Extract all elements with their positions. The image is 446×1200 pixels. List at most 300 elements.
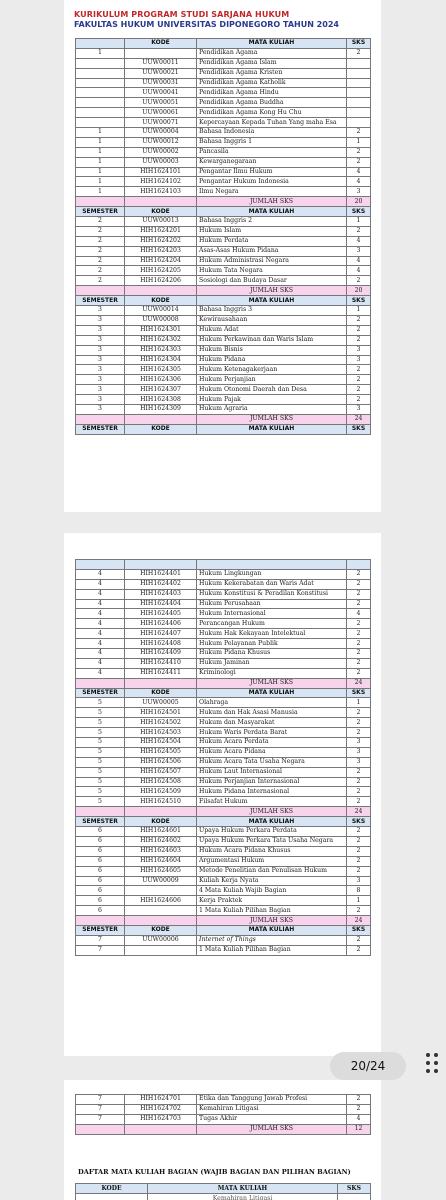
sks-cell: 3 (347, 757, 371, 767)
course-name-cell: Hukum Bisnis (197, 345, 347, 355)
sks-cell: 4 (347, 236, 371, 246)
semester-cell: 1 (76, 177, 125, 187)
total-sks-row (76, 678, 371, 688)
semester-cell: 6 (76, 906, 125, 916)
course-row (76, 217, 371, 227)
course-row (76, 246, 371, 256)
sks-cell: 2 (347, 777, 371, 787)
total-sks-label: JUMLAH SKS (197, 286, 347, 296)
semester-cell: 5 (76, 708, 125, 718)
kode-cell: HIH1624408 (125, 639, 197, 649)
course-row (76, 639, 371, 649)
header-mata-kuliah: MATA KULIAH (197, 296, 347, 306)
course-row (76, 708, 371, 718)
sks-cell (347, 78, 371, 88)
daftar-header-sks: SKS (338, 1184, 371, 1194)
sks-cell (347, 68, 371, 78)
sks-cell: 2 (347, 856, 371, 866)
blank-cell (197, 560, 347, 570)
kode-cell (125, 945, 197, 955)
semester-cell: 7 (76, 1095, 125, 1105)
sks-cell: 3 (347, 747, 371, 757)
course-name-cell: Hukum Perjanjian Internasional (197, 777, 347, 787)
kode-cell: UUW00013 (125, 217, 197, 227)
sks-cell: 2 (347, 569, 371, 579)
document-page-2 (64, 533, 381, 1056)
semester-cell: 1 (76, 48, 125, 58)
sks-cell: 2 (347, 767, 371, 777)
sks-cell: 2 (347, 827, 371, 837)
sks-cell: 2 (347, 787, 371, 797)
course-row (76, 306, 371, 316)
total-spacer (125, 414, 197, 424)
course-name-cell: Internet of Things (197, 935, 347, 945)
kode-cell (125, 906, 197, 916)
kode-cell: HIH1624103 (125, 187, 197, 197)
semester-cell: 5 (76, 747, 125, 757)
header-semester: SEMESTER (76, 207, 125, 217)
sks-cell: 2 (347, 1095, 371, 1105)
course-row (76, 599, 371, 609)
kode-cell: HIH1624409 (125, 649, 197, 659)
kode-cell: HIH1624407 (125, 629, 197, 639)
sks-cell: 1 (347, 217, 371, 227)
course-row (76, 315, 371, 325)
sks-cell (347, 118, 371, 128)
course-row (76, 846, 371, 856)
course-row (76, 906, 371, 916)
course-name-cell: Upaya Hukum Perkara Perdata (197, 827, 347, 837)
course-row (76, 1104, 371, 1114)
semester-cell: 4 (76, 579, 125, 589)
semester-cell: 6 (76, 836, 125, 846)
kode-cell: HIH1624701 (125, 1095, 197, 1105)
table-header-row (76, 424, 371, 434)
course-row (76, 375, 371, 385)
daftar-partial-cell: Kemahiran Litigasi (148, 1194, 338, 1200)
semester-cell: 5 (76, 698, 125, 708)
semester-cell: 5 (76, 757, 125, 767)
course-name-cell: 4 Mata Kuliah Wajib Bagian (197, 886, 347, 896)
sks-cell: 4 (347, 609, 371, 619)
course-name-cell: Hukum Acara Pidana (197, 747, 347, 757)
course-row (76, 365, 371, 375)
table-header-row (76, 39, 371, 49)
course-row (76, 589, 371, 599)
sks-cell: 2 (347, 639, 371, 649)
course-row (76, 118, 371, 128)
kode-cell: HIH1624504 (125, 738, 197, 748)
course-name-cell: Hukum Agraria (197, 404, 347, 414)
course-name-cell: Argumentasi Hukum (197, 856, 347, 866)
semester-cell: 1 (76, 157, 125, 167)
header-mata-kuliah: MATA KULIAH (197, 39, 347, 49)
course-row (76, 236, 371, 246)
kode-cell: HIH1624506 (125, 757, 197, 767)
header-semester: SEMESTER (76, 817, 125, 827)
kode-cell: HIH1624702 (125, 1104, 197, 1114)
course-name-cell: Etika dan Tanggung Jawab Profesi (197, 1095, 347, 1105)
semester-cell: 3 (76, 315, 125, 325)
semester-cell: 2 (76, 256, 125, 266)
course-row (76, 48, 371, 58)
semester-cell: 7 (76, 1104, 125, 1114)
course-name-cell: Hukum Pajak (197, 395, 347, 405)
table-header-row (76, 688, 371, 698)
semester-cell: 3 (76, 345, 125, 355)
sks-cell: 3 (347, 187, 371, 197)
course-row (76, 1114, 371, 1124)
course-name-cell: Hukum Perkawinan dan Waris Islam (197, 335, 347, 345)
sks-cell: 4 (347, 177, 371, 187)
daftar-table (75, 1183, 371, 1200)
sks-cell: 2 (347, 315, 371, 325)
kode-cell: HIH1624302 (125, 335, 197, 345)
total-spacer (125, 286, 197, 296)
semester-cell: 4 (76, 599, 125, 609)
kode-cell: HIH1624101 (125, 167, 197, 177)
sks-cell: 3 (347, 738, 371, 748)
total-spacer (125, 678, 197, 688)
course-row (76, 738, 371, 748)
total-sks-label: JUMLAH SKS (197, 414, 347, 424)
course-name-cell: Hukum Adat (197, 325, 347, 335)
total-spacer (125, 197, 197, 207)
course-name-cell: Kepercayaan Kepada Tuhan Yang maha Esa (197, 118, 347, 128)
sks-cell: 1 (347, 137, 371, 147)
sks-cell: 2 (347, 866, 371, 876)
sks-cell: 2 (347, 708, 371, 718)
course-row (76, 355, 371, 365)
kode-cell: HIH1624410 (125, 658, 197, 668)
semester-cell: 4 (76, 609, 125, 619)
daftar-header-kode: KODE (76, 1184, 148, 1194)
course-name-cell: Hukum Pidana Internasional (197, 787, 347, 797)
course-name-cell: Hukum Lingkungan (197, 569, 347, 579)
course-row (76, 78, 371, 88)
kode-cell: UUW00061 (125, 108, 197, 118)
course-name-cell: Pengantar Ilmu Hukum (197, 167, 347, 177)
kode-cell: UUW00009 (125, 876, 197, 886)
kode-cell: HIH1624404 (125, 599, 197, 609)
header-sks: SKS (347, 424, 371, 434)
header-mata-kuliah: MATA KULIAH (197, 207, 347, 217)
daftar-header-row (76, 1184, 371, 1194)
daftar-title: DAFTAR MATA KULIAH BAGIAN (WAJIB BAGIAN DAN PILIHAN BAGIAN) (78, 1168, 351, 1176)
semester-cell: 1 (76, 128, 125, 138)
course-row (76, 147, 371, 157)
course-row (76, 747, 371, 757)
course-row (76, 935, 371, 945)
header-mata-kuliah: MATA KULIAH (197, 424, 347, 434)
kode-cell: UUW00008 (125, 315, 197, 325)
sks-cell: 2 (347, 935, 371, 945)
header-kode: KODE (125, 688, 197, 698)
table-header-row (76, 296, 371, 306)
kode-cell: UUW00011 (125, 58, 197, 68)
kode-cell: UUW00012 (125, 137, 197, 147)
sks-cell: 2 (347, 226, 371, 236)
course-name-cell: Hukum Otonomi Daerah dan Desa (197, 385, 347, 395)
course-name-cell: Hukum Acara Tata Usaha Negara (197, 757, 347, 767)
total-sks-value: 20 (347, 197, 371, 207)
kode-cell: UUW00002 (125, 147, 197, 157)
blank-cell (76, 560, 125, 570)
course-row (76, 167, 371, 177)
kode-cell: HIH1624403 (125, 589, 197, 599)
semester-cell: 3 (76, 375, 125, 385)
sks-cell: 2 (347, 619, 371, 629)
kode-cell: HIH1624201 (125, 226, 197, 236)
header-semester: SEMESTER (76, 688, 125, 698)
semester-cell: 3 (76, 306, 125, 316)
total-spacer (76, 286, 125, 296)
header-sks: SKS (347, 207, 371, 217)
total-sks-row (76, 916, 371, 926)
course-name-cell: Hukum Pidana (197, 355, 347, 365)
course-row (76, 866, 371, 876)
total-sks-label: JUMLAH SKS (197, 916, 347, 926)
header-sks: SKS (347, 817, 371, 827)
course-name-cell: Hukum Kekerabatan dan Waris Adat (197, 579, 347, 589)
course-name-cell: Hukum Waris Perdata Barat (197, 728, 347, 738)
total-sks-row (76, 807, 371, 817)
course-row (76, 226, 371, 236)
table-header-row (76, 817, 371, 827)
sks-cell: 2 (347, 836, 371, 846)
kode-cell (125, 48, 197, 58)
header-kode: KODE (125, 424, 197, 434)
document-page-1 (64, 0, 381, 512)
document-subtitle: FAKULTAS HUKUM UNIVERSITAS DIPONEGORO TAHUN 2024 (74, 20, 339, 29)
sks-cell: 2 (347, 649, 371, 659)
semester-cell (76, 78, 125, 88)
semester-cell (76, 68, 125, 78)
course-name-cell: Kuliah Kerja Nyata (197, 876, 347, 886)
course-row (76, 88, 371, 98)
course-name-cell: Upaya Hukum Perkara Tata Usaha Negara (197, 836, 347, 846)
course-name-cell: Hukum Pidana Khusus (197, 649, 347, 659)
sks-cell: 2 (347, 375, 371, 385)
course-row (76, 58, 371, 68)
course-name-cell: Metode Penelitian dan Penulisan Hukum (197, 866, 347, 876)
sks-cell: 4 (347, 256, 371, 266)
sks-cell: 1 (347, 306, 371, 316)
course-name-cell: Pengantar Hukum Indonesia (197, 177, 347, 187)
sks-cell: 3 (347, 345, 371, 355)
header-mata-kuliah: MATA KULIAH (197, 817, 347, 827)
kode-cell: HIH1624507 (125, 767, 197, 777)
daftar-header-mata-kuliah: MATA KULIAH (148, 1184, 338, 1194)
semester-cell (76, 88, 125, 98)
course-row (76, 395, 371, 405)
course-name-cell: Filsafat Hukum (197, 797, 347, 807)
course-row (76, 718, 371, 728)
course-row (76, 276, 371, 286)
kode-cell: UUW00071 (125, 118, 197, 128)
kode-cell (125, 886, 197, 896)
kode-cell: HIH1624510 (125, 797, 197, 807)
total-sks-label: JUMLAH SKS (197, 197, 347, 207)
semester-cell: 7 (76, 945, 125, 955)
document-page-3 (64, 1080, 381, 1200)
semester-cell: 7 (76, 1114, 125, 1124)
course-name-cell: Hukum Acara Pidana Khusus (197, 846, 347, 856)
kode-cell: HIH1624205 (125, 266, 197, 276)
kode-cell: HIH1624402 (125, 579, 197, 589)
sks-cell: 2 (347, 846, 371, 856)
total-sks-value: 24 (347, 807, 371, 817)
course-name-cell: Hukum Perjanjian (197, 375, 347, 385)
course-name-cell: Hukum Tata Negara (197, 266, 347, 276)
total-sks-value: 12 (347, 1124, 371, 1134)
semester-cell: 3 (76, 355, 125, 365)
course-row (76, 797, 371, 807)
sks-cell: 2 (347, 579, 371, 589)
kode-cell: HIH1624501 (125, 708, 197, 718)
course-row (76, 629, 371, 639)
course-name-cell: Bahasa Inggris 2 (197, 217, 347, 227)
course-row (76, 777, 371, 787)
course-name-cell: Hukum Acara Perdata (197, 738, 347, 748)
kode-cell: HIH1624601 (125, 827, 197, 837)
semester-cell: 5 (76, 777, 125, 787)
curriculum-table-page-2 (75, 559, 371, 956)
semester-cell: 6 (76, 866, 125, 876)
total-sks-row (76, 286, 371, 296)
sks-cell (347, 98, 371, 108)
course-name-cell: Kemahiran Litigasi (197, 1104, 347, 1114)
course-row (76, 698, 371, 708)
semester-cell: 1 (76, 147, 125, 157)
kode-cell: HIH1624604 (125, 856, 197, 866)
sks-cell: 2 (347, 365, 371, 375)
sks-cell: 2 (347, 718, 371, 728)
kode-cell: HIH1624102 (125, 177, 197, 187)
course-row (76, 335, 371, 345)
course-row (76, 108, 371, 118)
kode-cell: UUW00004 (125, 128, 197, 138)
course-name-cell: Hukum dan Hak Asasi Manusia (197, 708, 347, 718)
semester-cell: 4 (76, 639, 125, 649)
course-name-cell: Hukum Hak Kekayaan Intelektual (197, 629, 347, 639)
kode-cell: HIH1624606 (125, 896, 197, 906)
course-name-cell: Hukum Konstitusi & Peradilan Konstitusi (197, 589, 347, 599)
course-name-cell: Pancasila (197, 147, 347, 157)
course-row (76, 886, 371, 896)
course-row (76, 827, 371, 837)
total-sks-value: 24 (347, 678, 371, 688)
semester-cell: 6 (76, 896, 125, 906)
course-name-cell: Olahraga (197, 698, 347, 708)
sks-cell: 2 (347, 128, 371, 138)
course-name-cell: Kriminologi (197, 668, 347, 678)
course-row (76, 658, 371, 668)
kode-cell: HIH1624411 (125, 668, 197, 678)
course-name-cell: Pendidikan Agama Buddha (197, 98, 347, 108)
sks-cell: 3 (347, 246, 371, 256)
blank-cell (347, 560, 371, 570)
course-row (76, 856, 371, 866)
more-options-icon[interactable] (426, 1053, 442, 1075)
header-sks: SKS (347, 39, 371, 49)
course-name-cell: Hukum Perdata (197, 236, 347, 246)
header-sks: SKS (347, 296, 371, 306)
header-mata-kuliah: MATA KULIAH (197, 688, 347, 698)
sks-cell: 2 (347, 945, 371, 955)
kode-cell: HIH1624703 (125, 1114, 197, 1124)
course-row (76, 619, 371, 629)
course-row (76, 137, 371, 147)
course-row (76, 404, 371, 414)
course-row (76, 98, 371, 108)
course-row (76, 177, 371, 187)
kode-cell: HIH1624204 (125, 256, 197, 266)
semester-cell: 5 (76, 797, 125, 807)
kode-cell: HIH1624503 (125, 728, 197, 738)
course-row (76, 325, 371, 335)
course-name-cell: Kerja Praktek (197, 896, 347, 906)
semester-cell: 4 (76, 658, 125, 668)
course-row (76, 128, 371, 138)
sks-cell: 2 (347, 325, 371, 335)
semester-cell: 3 (76, 365, 125, 375)
kode-cell: UUW00031 (125, 78, 197, 88)
total-spacer (76, 678, 125, 688)
kode-cell: UUW00041 (125, 88, 197, 98)
course-name-cell: Hukum Islam (197, 226, 347, 236)
semester-cell: 1 (76, 187, 125, 197)
header-semester: SEMESTER (76, 296, 125, 306)
kode-cell: HIH1624309 (125, 404, 197, 414)
header-sks: SKS (347, 688, 371, 698)
semester-cell: 5 (76, 718, 125, 728)
total-sks-value: 24 (347, 414, 371, 424)
course-name-cell: Hukum Jaminan (197, 658, 347, 668)
total-sks-label: JUMLAH SKS (197, 678, 347, 688)
course-row (76, 787, 371, 797)
sks-cell: 2 (347, 335, 371, 345)
course-name-cell: 1 Mata Kuliah Pilihan Bagian (197, 945, 347, 955)
course-row (76, 569, 371, 579)
course-row (76, 609, 371, 619)
kode-cell: HIH1624203 (125, 246, 197, 256)
course-name-cell: Kewirausahaan (197, 315, 347, 325)
semester-cell: 4 (76, 629, 125, 639)
semester-cell: 4 (76, 569, 125, 579)
sks-cell: 2 (347, 728, 371, 738)
curriculum-table-page-3 (75, 1094, 371, 1135)
course-name-cell: Hukum dan Masyarakat (197, 718, 347, 728)
course-row (76, 579, 371, 589)
semester-cell: 5 (76, 728, 125, 738)
total-sks-row (76, 414, 371, 424)
total-spacer (125, 1124, 197, 1134)
blank-cell (125, 560, 197, 570)
total-sks-value: 24 (347, 916, 371, 926)
sks-cell: 2 (347, 906, 371, 916)
header-sks: SKS (347, 925, 371, 935)
course-name-cell: 1 Mata Kuliah Pilihan Bagian (197, 906, 347, 916)
total-spacer (76, 807, 125, 817)
document-title: KURIKULUM PROGRAM STUDI SARJANA HUKUM (74, 10, 290, 19)
sks-cell: 8 (347, 886, 371, 896)
sks-cell: 2 (347, 157, 371, 167)
sks-cell: 2 (347, 589, 371, 599)
page-indicator[interactable]: 20/24 (330, 1052, 406, 1080)
course-name-cell: Bahasa Inggris 3 (197, 306, 347, 316)
course-name-cell: Hukum Pelayanan Publik (197, 639, 347, 649)
